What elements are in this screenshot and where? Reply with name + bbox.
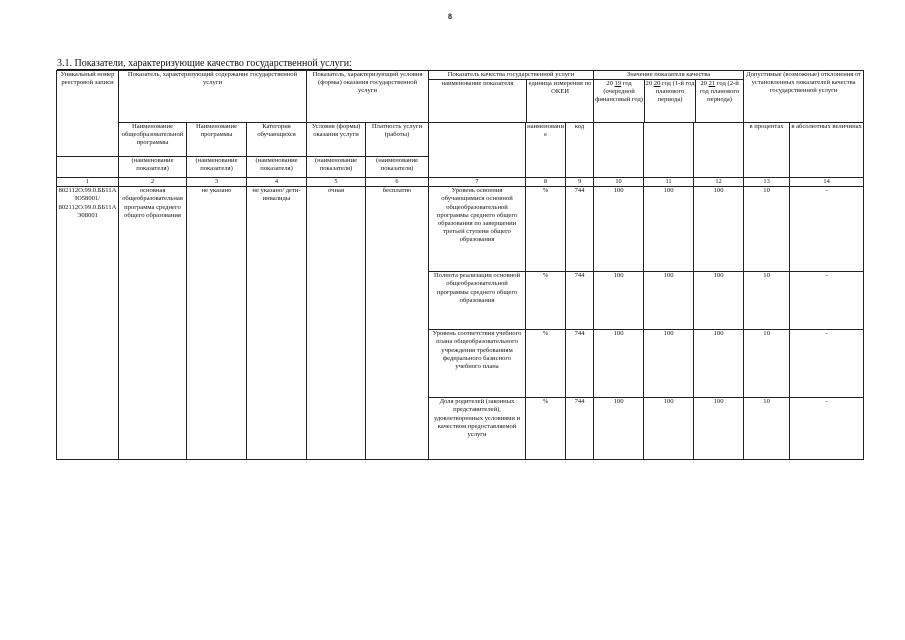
indicator-value-2019: 100 (594, 398, 644, 460)
header-row-1 (57, 71, 864, 123)
column-number: 14 (790, 178, 864, 187)
indicator-deviation-absolute: - (790, 398, 864, 460)
column-number: 5 (307, 178, 366, 187)
column-number: 4 (247, 178, 307, 187)
service-form: очная (307, 187, 366, 460)
indicator-value-2020: 100 (644, 187, 694, 272)
indicator-deviation-percent: 10 (744, 398, 790, 460)
header-indicator-name-blank (429, 123, 526, 178)
header-conditions: Условия (формы) оказания услуги (307, 123, 366, 157)
header-registry-number: Уникальный номер реестровой записи (57, 71, 119, 157)
indicator-code: 744 (566, 187, 594, 272)
column-number: 3 (187, 178, 247, 187)
header-year-2021: 20 21 год (2-й год планового периода) (699, 80, 740, 104)
table-row (57, 187, 864, 272)
header-year-2021-blank (694, 123, 744, 178)
column-number: 2 (119, 178, 187, 187)
service-program-name: не указано (187, 187, 247, 460)
header-sub-name-3: (наименование показателя) (187, 157, 247, 178)
indicator-value-2020: 100 (644, 272, 694, 330)
column-number: 13 (744, 178, 790, 187)
indicator-value-2020: 100 (644, 330, 694, 398)
header-sub-name-6: (наименование показателя) (366, 157, 429, 178)
header-indicator-name: наименование показателя (429, 80, 527, 122)
service-registry-number: 802112О.99.0.ББ11АЮ58001/ 802112О.99.0.ББ11АЭ08001 (57, 187, 119, 460)
indicator-name: Уровень освоения обучающимися основной общеобразовательной программы среднего общего образования по завершении третьей ступени общего образования (429, 187, 526, 272)
indicator-value-2021: 100 (694, 272, 744, 330)
header-program-name: Наименование общеобразовательной программы (119, 123, 187, 157)
column-number: 7 (429, 178, 526, 187)
header-quality-indicator (429, 71, 594, 123)
indicator-code: 744 (566, 330, 594, 398)
column-number: 11 (644, 178, 694, 187)
column-numbers-row (57, 178, 864, 187)
indicator-code: 744 (566, 272, 594, 330)
page-number: 8 (448, 12, 452, 21)
indicator-deviation-absolute: - (790, 187, 864, 272)
header-year-2019-blank (594, 123, 644, 178)
service-program: основная общеобразовательная программа среднего общего образования (119, 187, 187, 460)
indicator-deviation-percent: 10 (744, 330, 790, 398)
indicator-value-2021: 100 (694, 330, 744, 398)
header-sub-name-2: (наименование показателя) (119, 157, 187, 178)
header-row-2 (57, 123, 864, 157)
header-quality-value-title: Значение показателя качества (594, 71, 743, 80)
header-year-2019: 20 19 год (очередной финансовый год) (594, 80, 645, 122)
indicator-unit: % (526, 398, 566, 460)
column-number: 8 (526, 178, 566, 187)
indicator-code: 744 (566, 398, 594, 460)
header-programs: Наименование программы (187, 123, 247, 157)
header-quality-value (594, 71, 744, 123)
header-content-indicator: Показатель, характеризующий содержание государственной услуги (119, 71, 307, 123)
header-unit-name: наименование (526, 123, 566, 178)
indicator-value-2021: 100 (694, 187, 744, 272)
header-in-percent: в процентах (744, 123, 790, 178)
header-payment: Платность услуги (работы) (366, 123, 429, 157)
column-number: 1 (57, 178, 119, 187)
header-year-2020-blank (644, 123, 694, 178)
header-in-absolute: в абсолютных величинах (790, 123, 864, 178)
service-payment: бесплатно (366, 187, 429, 460)
column-number: 6 (366, 178, 429, 187)
indicator-deviation-absolute: - (790, 330, 864, 398)
header-unit: единица измерения по ОКЕИ (528, 80, 592, 96)
indicator-value-2019: 100 (594, 272, 644, 330)
header-year-2020: 20 20 год (1-й год планового периода) (645, 80, 696, 122)
indicator-name: Доля родителей (законных представителей), удовлетворенных условиями и качеством предоставляемой услуги (429, 398, 526, 460)
indicator-value-2021: 100 (694, 398, 744, 460)
header-quality-indicator-title: Показатель качества государственной услуги (429, 71, 593, 80)
column-number: 12 (694, 178, 744, 187)
indicator-value-2019: 100 (594, 330, 644, 398)
header-conditions-indicator: Показатель, характеризующий условия (формы) оказания государственной услуги (307, 71, 429, 123)
indicator-value-2019: 100 (594, 187, 644, 272)
indicator-unit: % (526, 330, 566, 398)
header-sub-name-5: (наименование показателя) (307, 157, 366, 178)
section-title: 3.1. Показатели, характеризующие качество государственной услуги: (57, 58, 352, 69)
indicator-name: Полнота реализации основной общеобразовательной программы среднего общего образования (429, 272, 526, 330)
header-category: Категория обучающихся (247, 123, 307, 157)
indicator-deviation-percent: 10 (744, 272, 790, 330)
indicator-deviation-percent: 10 (744, 187, 790, 272)
indicator-deviation-absolute: - (790, 272, 864, 330)
column-number: 9 (566, 178, 594, 187)
header-registry-blank (57, 157, 119, 178)
indicator-name: Уровень соответствия учебного плана общеобразовательного учреждения требованиям федерального базисного учебного плана (429, 330, 526, 398)
header-sub-name-4: (наименование показателя) (247, 157, 307, 178)
service-category: не указано/ дети-инвалиды (247, 187, 307, 460)
header-unit-code: код (566, 123, 594, 178)
quality-indicators-table (56, 70, 864, 460)
indicator-unit: % (526, 272, 566, 330)
column-number: 10 (594, 178, 644, 187)
indicator-value-2020: 100 (644, 398, 694, 460)
indicator-unit: % (526, 187, 566, 272)
header-deviations: Допустимые (возможные) отклонения от установленных показателей качества государственной услуги (744, 71, 864, 123)
